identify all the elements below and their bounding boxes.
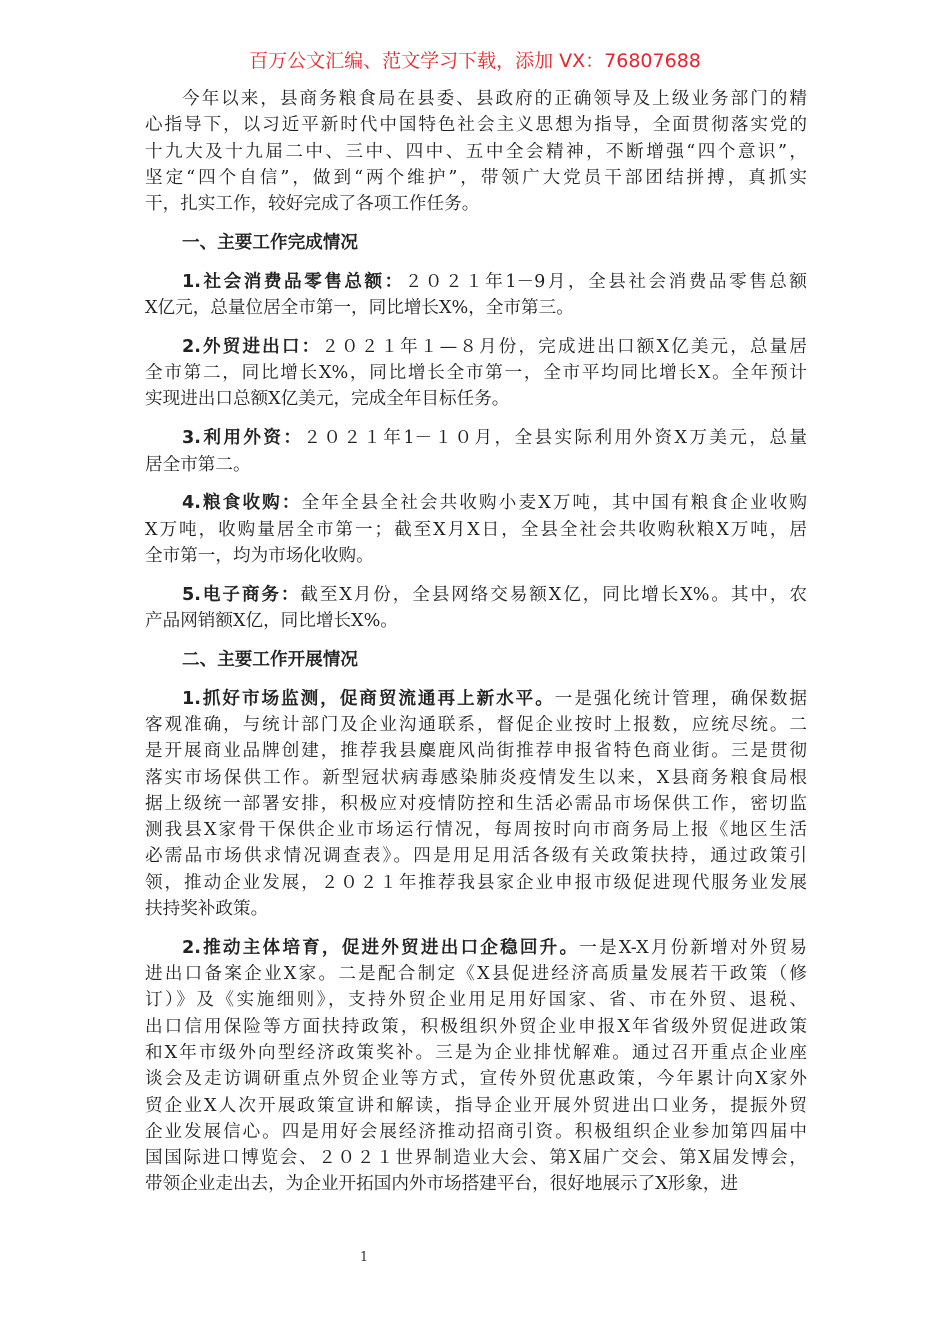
- paragraph: [145, 582, 807, 635]
- line-text: 全市第一，均为市场化收购。: [145, 545, 374, 566]
- line-text: 出口信用保险等方面扶持政策，积极组织外贸企业申报X年省级外贸促进政策: [145, 1016, 807, 1037]
- text-line: [145, 269, 807, 295]
- text-line: [145, 86, 807, 112]
- text-line: [145, 1145, 807, 1171]
- line-text: 一是强化统计管理，确保数据: [554, 688, 807, 709]
- line-text: 订）》及《实施细则》，支持外贸企业用足用好国家、省、市在外贸、退税、: [145, 990, 807, 1011]
- line-text: 截至X月份，全县网络交易额X亿，同比增长X%。其中，农: [300, 584, 807, 605]
- item-lead: 1.抓好市场监测，促商贸流通再上新水平。: [182, 688, 555, 709]
- line-text: 是开展商业品牌创建，推荐我县麋鹿风尚街推荐申报省特色商业街。三是贯彻: [145, 741, 807, 762]
- line-text: 心指导下，以习近平新时代中国特色社会主义思想为指导，全面贯彻落实党的: [145, 115, 807, 136]
- line-text: 领，推动企业发展，２０２１年推荐我县家企业申报市级促进现代服务业发展: [145, 872, 807, 893]
- line-text: X亿元，总量位居全市第一，同比增长X%，全市第三。: [145, 298, 574, 319]
- text-line: [145, 1093, 807, 1119]
- text-line: [145, 582, 807, 608]
- text-line: [145, 230, 807, 256]
- text-line: [145, 517, 807, 543]
- item-lead: 1.社会消费品零售总额：: [182, 271, 405, 292]
- text-line: [145, 543, 807, 569]
- line-text: 落实市场保供工作。新型冠状病毒感染肺炎疫情发生以来，X县商务粮食局根: [145, 767, 807, 788]
- text-line: [145, 647, 807, 673]
- line-text: 扶持奖补政策。: [145, 899, 269, 920]
- text-line: [145, 490, 807, 516]
- line-text: 实现进出口总额X亿美元，完成全年目标任务。: [145, 389, 510, 410]
- text-line: [145, 1014, 807, 1040]
- paragraph: [145, 334, 807, 413]
- document-body: [145, 86, 807, 1210]
- line-text: 居全市第二。: [145, 454, 251, 475]
- text-line: [145, 987, 807, 1013]
- watermark-banner: 百万公文汇编、范文学习下载，添加 VX：76807688: [249, 50, 701, 72]
- line-text: 和X年市级外向型经济政策奖补。三是为企业排忧解难。通过召开重点企业座: [145, 1043, 807, 1063]
- line-text: ２０２１年1－9月，全县社会消费品零售总额: [404, 271, 807, 292]
- item-lead: 4.粮食收购：: [182, 493, 302, 514]
- text-line: [145, 165, 807, 191]
- text-line: [145, 765, 807, 791]
- item-lead: 2.推动主体培育，促进外贸进出口企稳回升。: [182, 937, 580, 958]
- line-text: 据上级统一部署安排，积极应对疫情防控和生活必需品市场保供工作，密切监: [145, 793, 807, 814]
- text-line: [145, 896, 807, 922]
- line-text: 产品网销额X亿，同比增长X%。: [145, 611, 398, 632]
- line-text: 进出口备案企业X家。二是配合制定《X县促进经济高质量发展若干政策（修: [145, 964, 807, 985]
- line-text: 企业发展信心。四是用好会展经济推动招商引资。积极组织企业参加第四届中: [145, 1121, 807, 1142]
- line-text: 带领企业走出去，为企业开拓国内外市场搭建平台，很好地展示了X形象，进: [145, 1174, 739, 1195]
- line-text: 全市第二，同比增长X%，同比增长全市第一，全市平均同比增长X。全年预计: [145, 363, 807, 384]
- text-line: [145, 386, 807, 412]
- text-line: [145, 295, 807, 321]
- text-line: [145, 191, 807, 217]
- item-lead: 2.外贸进出口：: [182, 336, 322, 357]
- line-text: 谈会及走访调研重点外贸企业等方式，宣传外贸优惠政策，今年累计向X家外: [145, 1069, 807, 1090]
- line-text: ２０２１年1－１０月，全县实际利用外资X万美元，总量: [303, 428, 807, 449]
- text-line: [145, 425, 807, 451]
- line-text: 国国际进口博览会、２０２１世界制造业大会、第X届广交会、第X届发博会，: [145, 1148, 807, 1169]
- paragraph: [145, 425, 807, 478]
- line-text: X万吨，收购量居全市第一；截至X月X日，全县全社会共收购秋粮X万吨，居: [145, 519, 807, 540]
- text-line: [145, 738, 807, 764]
- section-heading: [145, 647, 807, 673]
- text-line: [145, 961, 807, 987]
- text-line: [145, 712, 807, 738]
- text-line: [145, 1171, 807, 1197]
- line-text: ２０２１年１—８月份，完成进出口额X亿美元，总量居: [321, 336, 807, 357]
- text-line: [145, 1066, 807, 1092]
- text-line: [145, 791, 807, 817]
- line-text: 今年以来，县商务粮食局在县委、县政府的正确领导及上级业务部门的精: [182, 89, 807, 109]
- text-line: [145, 360, 807, 386]
- text-line: [145, 935, 807, 961]
- item-lead: 3.利用外资：: [182, 428, 304, 449]
- text-line: [145, 686, 807, 712]
- line-text: 全年全县全社会共收购小麦X万吨，其中国有粮食企业收购: [301, 493, 807, 514]
- text-line: [145, 608, 807, 634]
- text-line: [145, 870, 807, 896]
- paragraph: [145, 935, 807, 1198]
- line-text: 坚定“四个自信”，做到“两个维护”，带领广大党员干部团结拼搏，真抓实: [145, 167, 807, 188]
- paragraph: [145, 686, 807, 923]
- heading-text: 二、主要工作开展情况: [182, 649, 358, 670]
- text-line: [145, 452, 807, 478]
- line-text: 干，扎实工作，较好完成了各项工作任务。: [145, 194, 480, 215]
- line-text: 十九大及十九届二中、三中、四中、五中全会精神，不断增强“四个意识”，: [145, 141, 807, 162]
- paragraph: [145, 86, 807, 217]
- text-line: [145, 334, 807, 360]
- line-text: 一是X-X月份新增对外贸易: [579, 937, 807, 958]
- section-heading: [145, 230, 807, 256]
- text-line: [145, 1119, 807, 1145]
- text-line: [145, 843, 807, 869]
- line-text: 测我县X家骨干保供企业市场运行情况，每周按时向市商务局上报《地区生活: [145, 820, 807, 841]
- page-number: 1: [359, 1250, 369, 1265]
- line-text: 必需品市场供求情况调查表》。四是用足用活各级有关政策扶持，通过政策引: [145, 846, 807, 867]
- heading-text: 一、主要工作完成情况: [182, 232, 358, 253]
- line-text: 客观准确，与统计部门及企业沟通联系，督促企业按时上报数，应统尽统。二: [145, 714, 807, 735]
- item-lead: 5.电子商务：: [182, 584, 301, 605]
- text-line: [145, 112, 807, 138]
- text-line: [145, 1040, 807, 1066]
- text-line: [145, 817, 807, 843]
- text-line: [145, 139, 807, 165]
- line-text: 贸企业X人次开展政策宣讲和解读，指导企业开展外贸进出口业务，提振外贸: [145, 1095, 807, 1116]
- paragraph: [145, 490, 807, 569]
- paragraph: [145, 269, 807, 322]
